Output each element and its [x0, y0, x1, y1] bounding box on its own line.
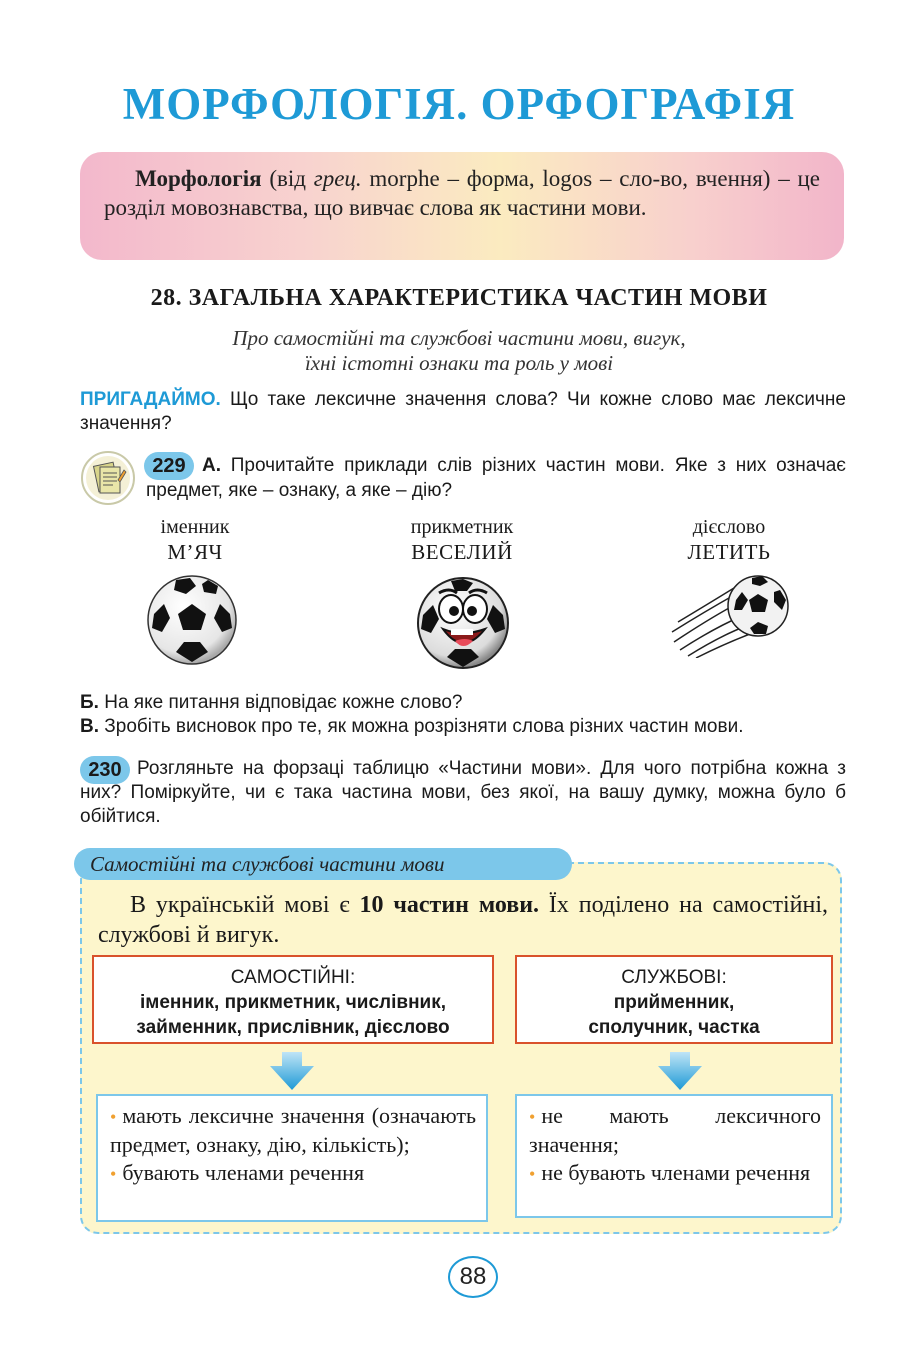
exercise-230-text: Розгляньте на форзаці таблицю «Частини мови». Для чого потрібна кожна з них? Поміркуйте, чи є така частина мови, без якої, на вашу думку, можна було б обійтися.: [80, 758, 846, 827]
bullet-icon: •: [110, 1107, 117, 1127]
property-item: • бувають членами речення: [110, 1160, 365, 1185]
question-b: Б. На яке питання відповідає кожне слово?: [80, 692, 463, 713]
bullet-icon: •: [529, 1107, 536, 1127]
functional-properties: [515, 1094, 833, 1218]
section-subtitle: Про самостійні та службові частини мови, вигук, їхні істотні ознаки та роль у мові: [232, 326, 686, 375]
bullet-icon: •: [110, 1164, 117, 1184]
section-title: 28. ЗАГАЛЬНА ХАРАКТЕРИСТИКА ЧАСТИН МОВИ: [150, 285, 768, 311]
info-intro: В українській мові є 10 частин мови. Їх поділено на самостійні, службові й вигук.: [98, 892, 829, 948]
bullet-icon: •: [529, 1164, 536, 1184]
independent-parts-box: САМОСТІЙНІ: іменник, прикметник, числівник, займенник, прислівник, дієслово: [92, 955, 494, 1044]
recall-paragraph: ПРИГАДАЙМО. Що таке лексичне значення слова? Чи кожне слово має лексичне значення?: [80, 389, 846, 434]
question-c: В. Зробіть висновок про те, як можна розрізняти слова різних частин мови.: [80, 716, 744, 737]
exercise-229-badge: 229: [144, 452, 194, 480]
soccer-ball-image: [146, 574, 238, 666]
notebook-icon: [80, 450, 136, 506]
definition-text: Морфологія (від грец. morphe – форма, logos – сло-во, вчення) – це розділ мовознавства, що вивчає слова як частини мови.: [104, 166, 820, 220]
exercise-229-questions: [80, 691, 846, 739]
exercise-229-text: А. Прочитайте приклади слів різних частин мови. Яке з них означає предмет, яке – ознаку, а яке – дію?: [146, 455, 846, 501]
word-adjective: прикметник ВЕСЕЛИЙ: [410, 516, 514, 564]
exercise-230-badge: 230: [80, 756, 130, 784]
word-noun: іменник М’ЯЧ: [160, 516, 230, 564]
page-number: 88: [459, 1263, 487, 1290]
property-item: • не мають лексичного значення;: [529, 1103, 821, 1157]
definition-greek: грец.: [313, 166, 362, 191]
functional-parts-box: СЛУЖБОВІ: прийменник, сполучник, частка: [515, 955, 833, 1044]
flying-ball-image: [670, 572, 792, 658]
arrow-down-icon: [656, 1052, 704, 1092]
page-title: МОРФОЛОГІЯ. ОРФОГРАФІЯ: [122, 79, 796, 129]
recall-label: ПРИГАДАЙМО.: [80, 389, 221, 410]
smiling-ball-image: [415, 571, 511, 671]
property-item: • не бувають членами речення: [529, 1160, 811, 1185]
word-verb: дієслово ЛЕТИТЬ: [687, 516, 771, 564]
independent-properties: [96, 1094, 488, 1222]
property-item: • мають лексичне значення (означають предмет, ознаку, дію, кількість);: [110, 1103, 476, 1157]
info-tab-label: Самостійні та службові частини мови: [90, 852, 445, 876]
definition-term: Морфологія: [135, 166, 262, 191]
arrow-down-icon: [268, 1052, 316, 1092]
